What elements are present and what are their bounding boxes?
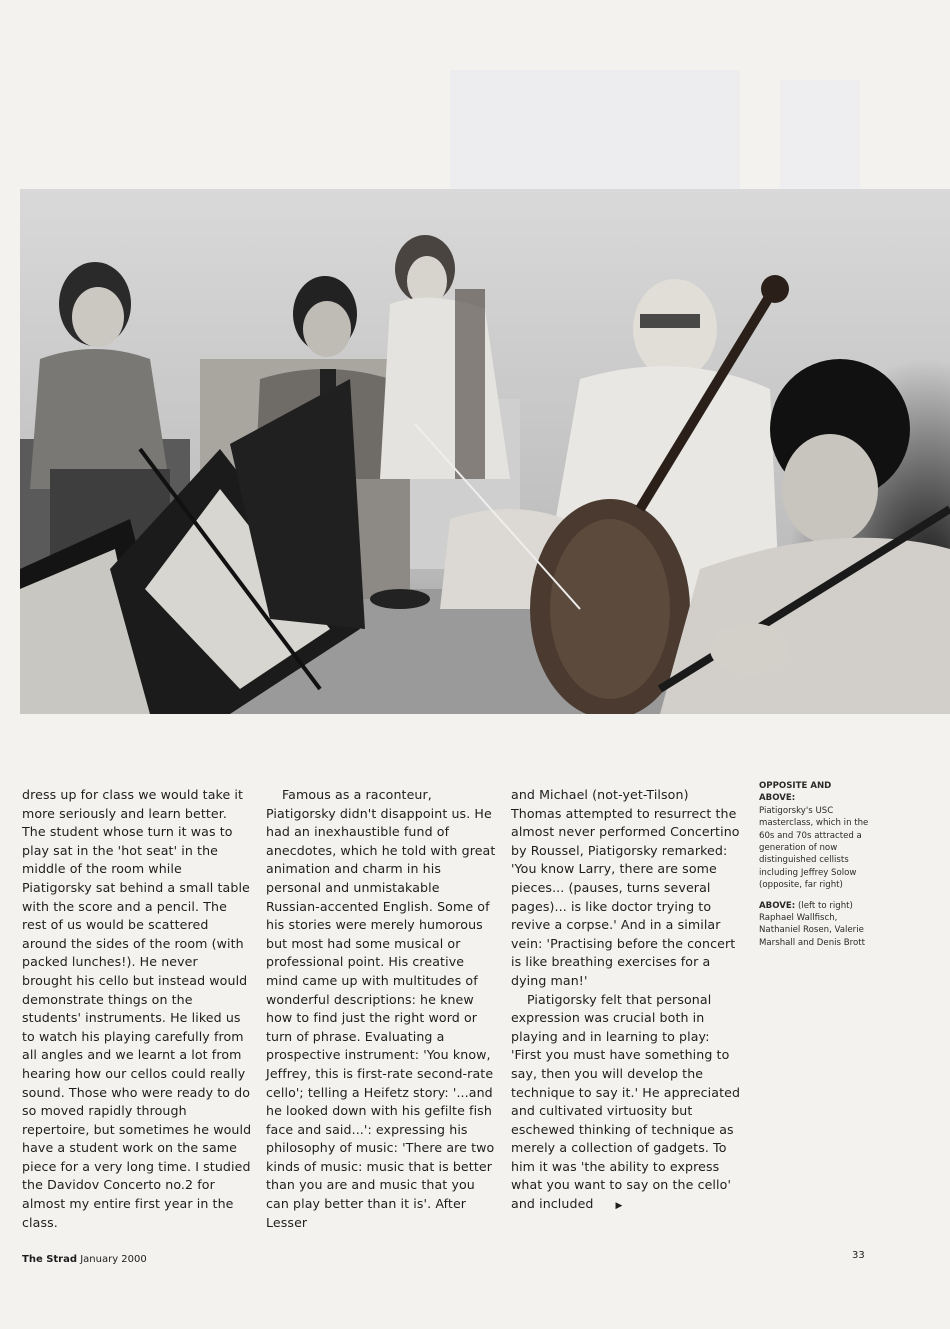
caption-text: (left to right) Raphael Wallfisch, Nathaniel Rosen, Valerie Marshall and Denis Brott [759,900,865,948]
caption-text: Piatigorsky's USC masterclass, which in the 60s and 70s attracted a generation of now distinguished cellists including Jeffrey Solow (opposite, far right) [759,805,869,891]
article-column-1 [22,786,252,1232]
masterclass-photo [20,189,950,714]
article-paragraph: Famous as a raconteur, Piatigorsky didn't disappoint us. He had an inexhaustible fund of anecdotes, which he told with great animation and charm in his personal and unmistakable Russian-accented English. Some of his stories were merely humorous but most had some musical or professional point. His creative mind came up with multitudes of wonderful descriptions: he knew how to find just the right word or turn of phrase. Evaluating a prospective instrument: 'You know, Jeffrey, this is first-rate second-rate cello'; telling a Heifetz story: '...and he looked down with his gefilte fish face and said...': expressing his philosophy of music: 'There are two kinds of music: music that is better than you are and music that you can play better than it is'. After Lesser [266,787,496,1230]
article-paragraph: dress up for class we would take it more seriously and learn better. The student whose turn it was to play sat in the 'hot seat' in the middle of the room while Piatigorsky sat behind a small table with the score and a pencil. The rest of us would be scattered around the sides of the room (with packed lunches!). He never brought his cello but instead would demonstrate things on the students' instruments. He liked us to watch his playing carefully from all angles and we learnt a lot from hearing how our cellos could really sound. Those who were ready to do so moved rapidly through repertoire, but sometimes he would have a student work on the same piece for a very long time. I studied the Davidov Concerto no.2 for almost my entire first year in the class. [22,787,252,1230]
photo-caption [759,780,869,957]
continue-arrow-icon: ▶ [615,1201,623,1212]
article-column-3 [511,786,741,1216]
page-number: 33 [852,1250,865,1261]
caption-lead: OPPOSITE AND ABOVE: [759,781,832,804]
caption-lead: ABOVE: [759,900,796,911]
article-column-2 [266,786,496,1232]
article-paragraph: and Michael (not-yet-Tilson) Thomas attempted to resurrect the almost never performed Concertino by Roussel, Piatigorsky remarked: 'You know Larry, there are some pieces... (pauses, turns several pages)... is like doctor trying to revive a corpse.' And in a similar vein: 'Practising before the concert is like breathing exercises for a dying man!' [511,787,740,988]
article-paragraph-continued [511,991,741,1216]
reverse-page-bleed [0,0,950,190]
folio [22,1254,147,1265]
issue-date: January 2000 [80,1254,147,1265]
magazine-name: The Strad [22,1254,78,1265]
article-paragraph-text: Piatigorsky felt that personal expression was crucial both in playing and in learning to play: 'First you must have something to say, then you will develop the technique to say it.' He appreciated and cultivated virtuosity but eschewed thinking of technique as merely a collection of gadgets. To him it was 'the ability to express what you want to say on the cello' and included [511,991,741,1212]
